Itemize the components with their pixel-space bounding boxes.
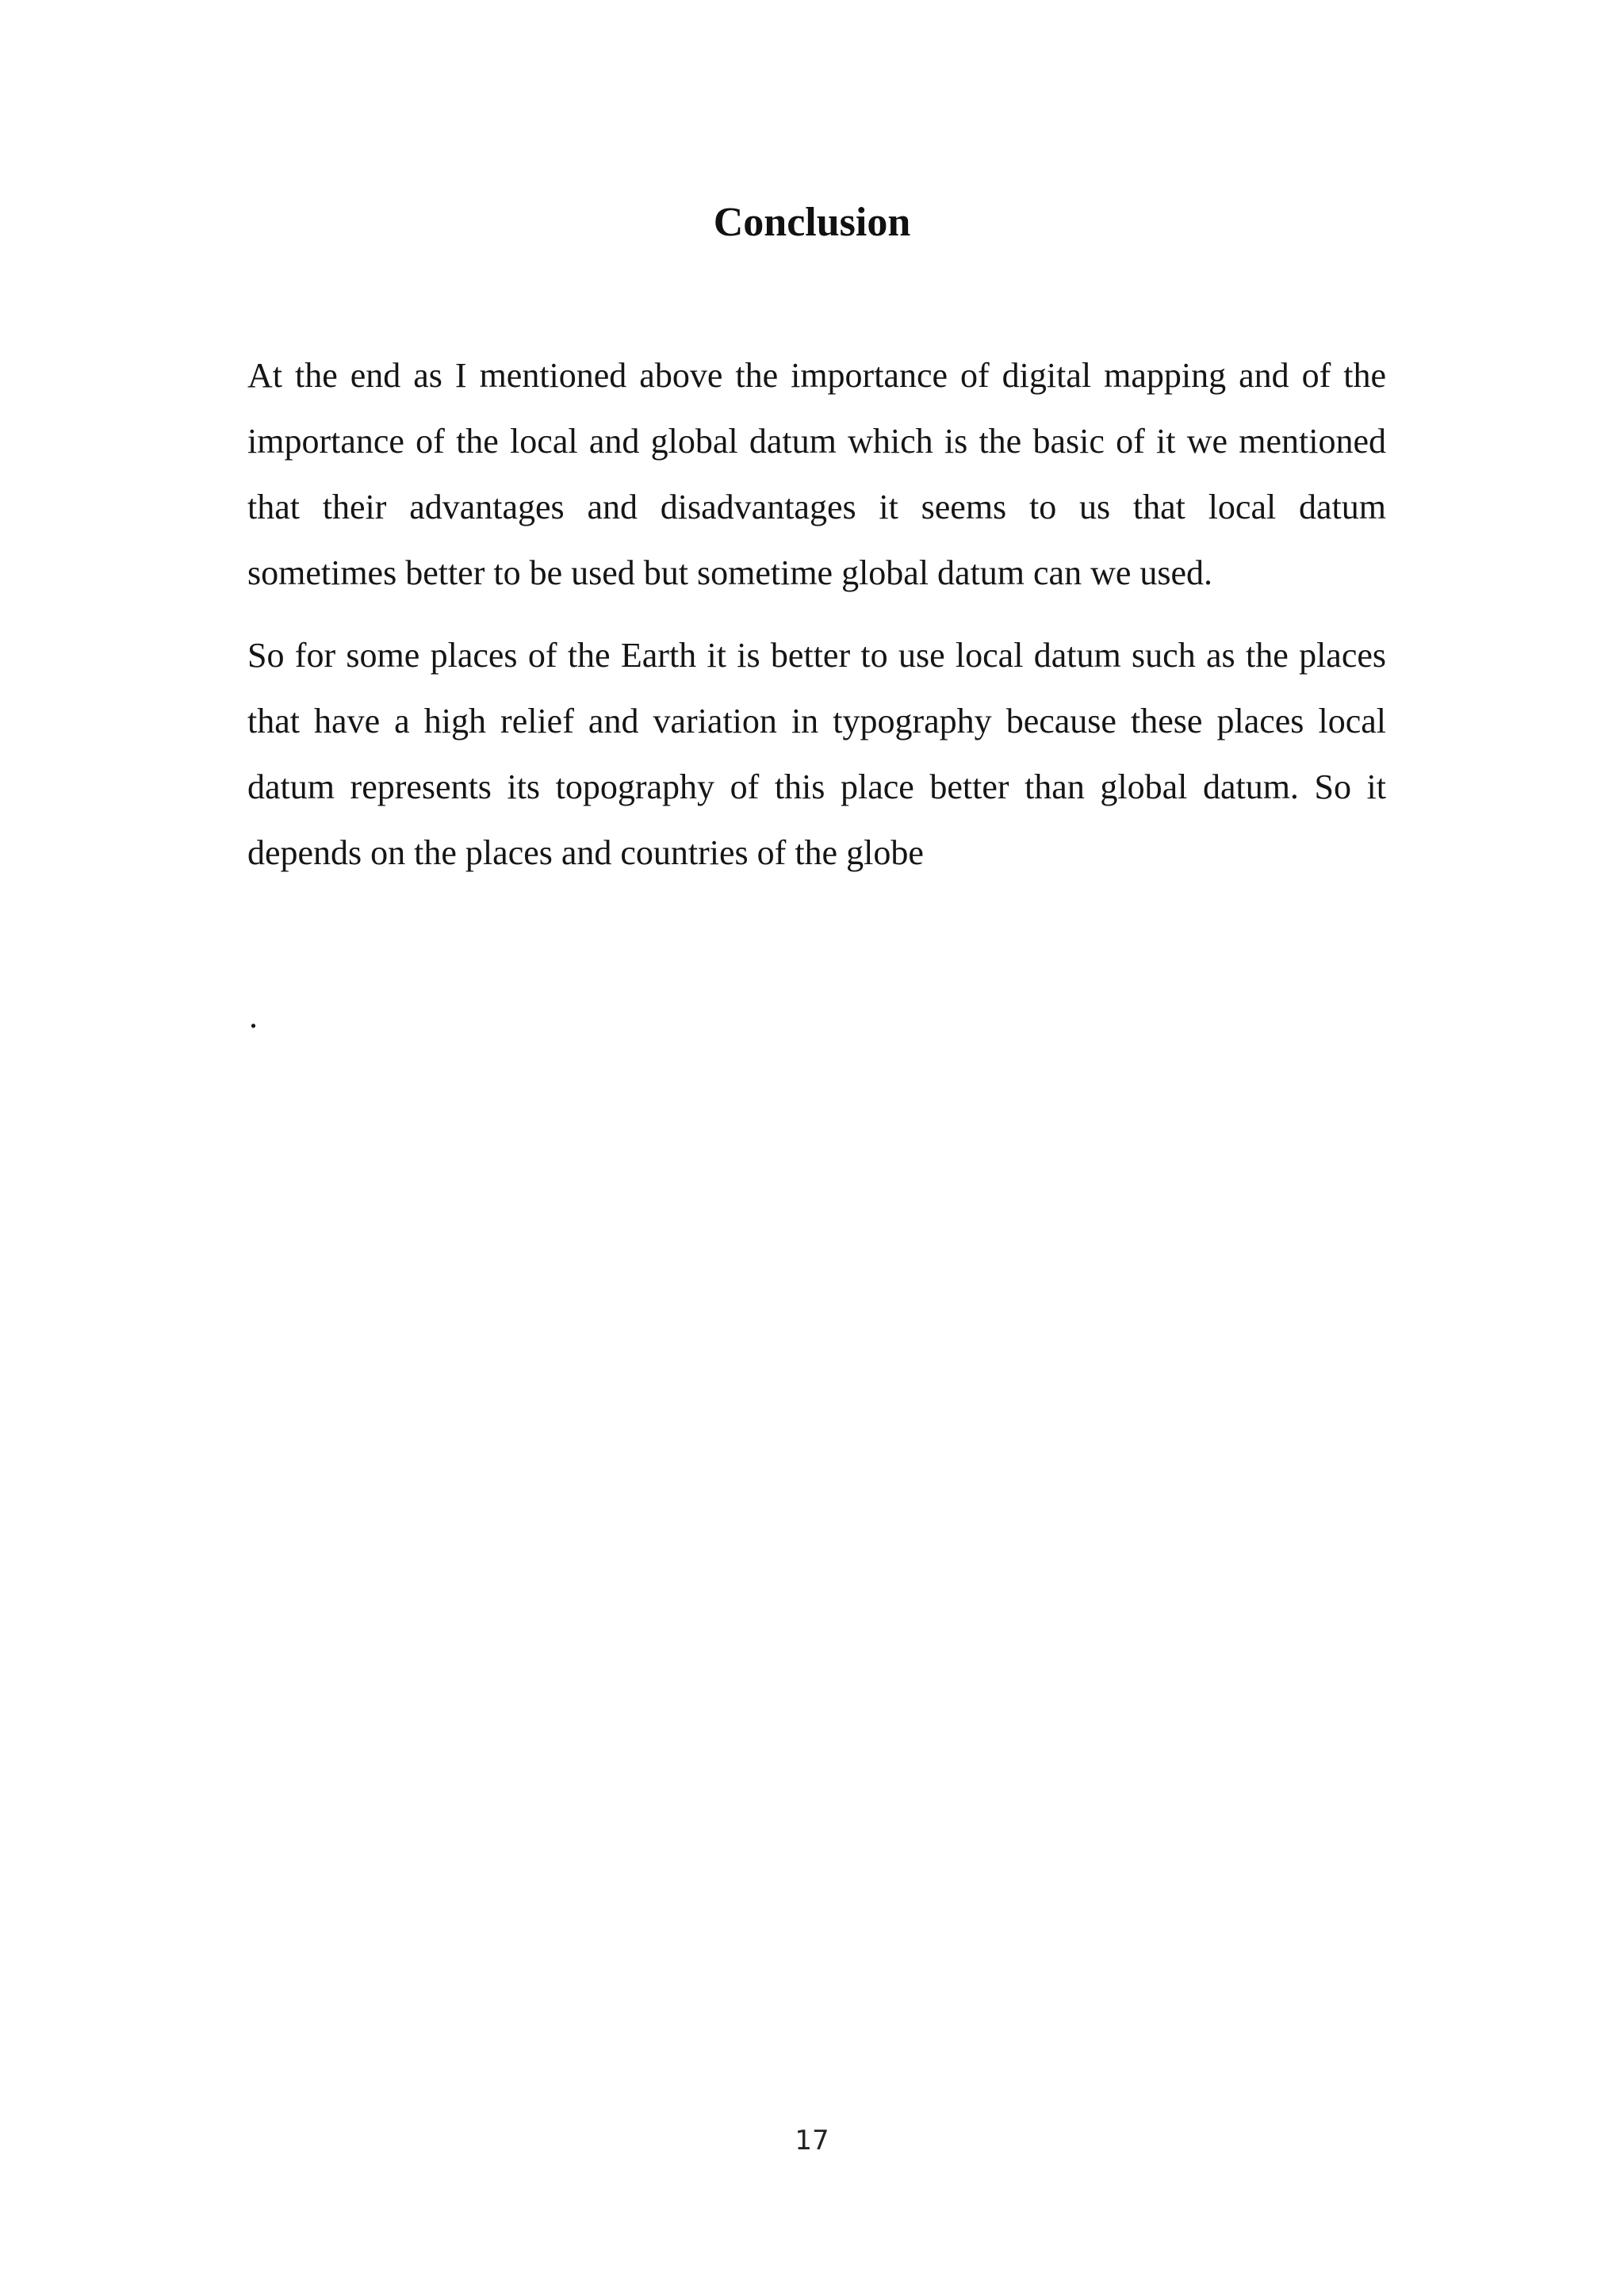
page-title: Conclusion: [713, 200, 911, 245]
trailing-period: .: [249, 997, 258, 1035]
paragraph-1: At the end as I mentioned above the importance of digital mapping and of the importance of the local and global datum which is the basic of it we mentioned that their advantages and disadvantages it seems to us that local datum sometimes better to be used but sometime global datum can we used.: [247, 356, 1386, 592]
body-text: [247, 342, 1386, 886]
page-number: 17: [795, 2125, 829, 2156]
paragraph-2: So for some places of the Earth it is better to use local datum such as the places that have a high relief and variation in typography because these places local datum represents its topography of this place better than global datum. So it depends on the places and countries of the globe: [247, 636, 1386, 872]
